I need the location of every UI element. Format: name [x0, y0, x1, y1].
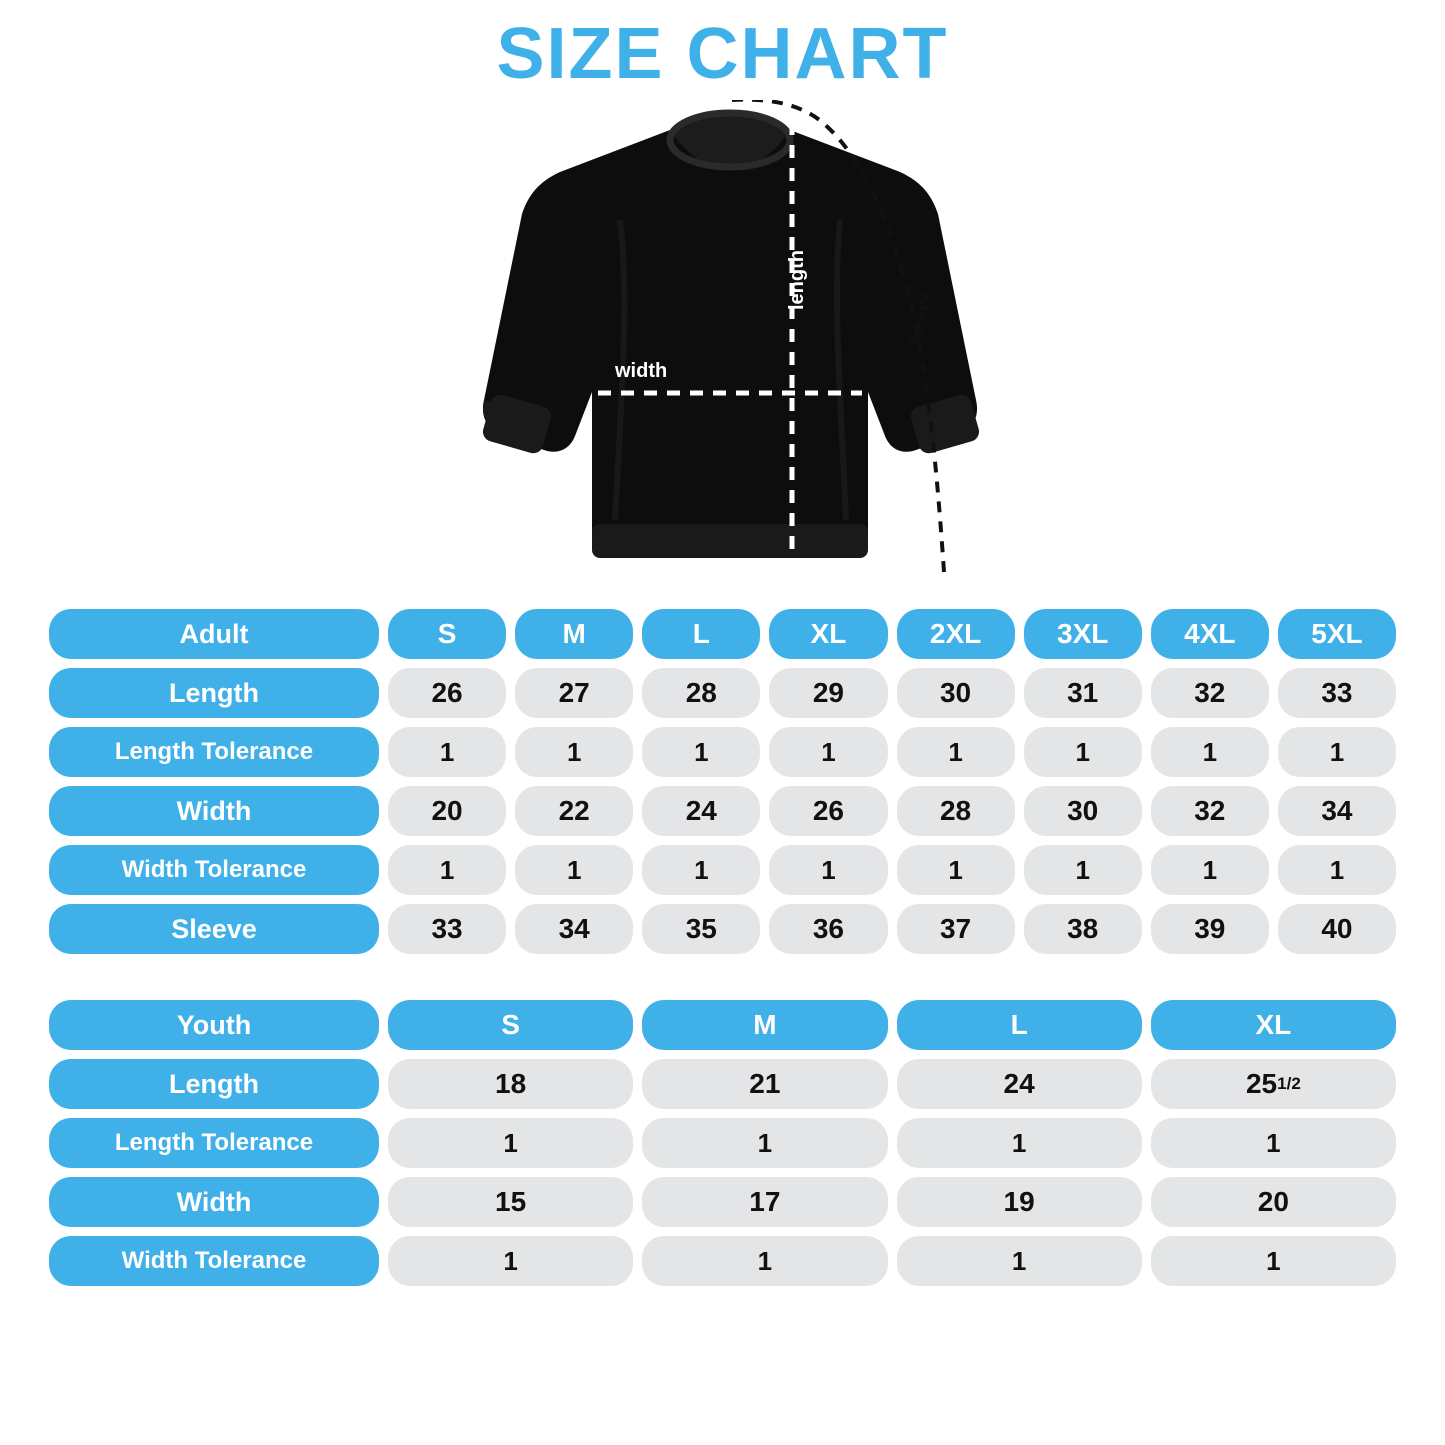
table-cell: 17	[642, 1177, 887, 1227]
table-cell: 28	[897, 786, 1015, 836]
adult-size-s: S	[388, 609, 506, 659]
adult-row-length-tolerance	[49, 727, 1396, 777]
table-cell: 1	[1024, 727, 1142, 777]
row-label-width-tolerance: Width Tolerance	[49, 1236, 379, 1286]
youth-row-length	[49, 1059, 1396, 1109]
table-cell: 1	[1151, 1236, 1396, 1286]
adult-size-table	[40, 600, 1405, 963]
page-title: SIZE CHART	[496, 14, 949, 94]
garment-illustration	[0, 100, 1445, 600]
table-cell: 1	[1278, 727, 1396, 777]
table-cell: 27	[515, 668, 633, 718]
adult-size-m: M	[515, 609, 633, 659]
adult-size-4xl: 4XL	[1151, 609, 1269, 659]
table-cell: 33	[388, 904, 506, 954]
adult-header-row	[49, 609, 1396, 659]
table-cell: 1	[642, 1118, 887, 1168]
table-cell: 32	[1151, 668, 1269, 718]
size-tables	[0, 600, 1445, 1295]
youth-size-xl: XL	[1151, 1000, 1396, 1050]
sweatshirt-graphic	[470, 100, 990, 580]
table-cell: 15	[388, 1177, 633, 1227]
table-cell: 32	[1151, 786, 1269, 836]
table-cell: 31	[1024, 668, 1142, 718]
adult-corner-label: Adult	[49, 609, 379, 659]
label-sleeve: sleeve	[902, 288, 939, 350]
table-cell: 39	[1151, 904, 1269, 954]
youth-size-l: L	[897, 1000, 1142, 1050]
table-cell: 1	[1278, 845, 1396, 895]
adult-size-2xl: 2XL	[897, 609, 1015, 659]
table-cell: 33	[1278, 668, 1396, 718]
row-label-width-tolerance: Width Tolerance	[49, 845, 379, 895]
table-cell: 34	[1278, 786, 1396, 836]
table-cell: 34	[515, 904, 633, 954]
table-cell: 1	[1151, 1118, 1396, 1168]
row-label-width: Width	[49, 786, 379, 836]
table-cell: 26	[769, 786, 887, 836]
adult-row-width	[49, 786, 1396, 836]
table-cell: 19	[897, 1177, 1142, 1227]
table-cell: 1	[642, 727, 760, 777]
adult-row-sleeve	[49, 904, 1396, 954]
youth-size-s: S	[388, 1000, 633, 1050]
youth-row-width-tolerance	[49, 1236, 1396, 1286]
row-label-width: Width	[49, 1177, 379, 1227]
row-label-length-tolerance: Length Tolerance	[49, 727, 379, 777]
row-label-length: Length	[49, 668, 379, 718]
table-cell: 1	[897, 845, 1015, 895]
adult-size-5xl: 5XL	[1278, 609, 1396, 659]
adult-row-length	[49, 668, 1396, 718]
table-cell: 1	[388, 727, 506, 777]
youth-corner-label: Youth	[49, 1000, 379, 1050]
table-cell: 36	[769, 904, 887, 954]
table-cell: 20	[388, 786, 506, 836]
table-cell: 21	[642, 1059, 887, 1109]
table-cell: 37	[897, 904, 1015, 954]
table-cell: 30	[1024, 786, 1142, 836]
table-cell: 1	[897, 1118, 1142, 1168]
table-cell-fraction: 25 1 /2	[1151, 1059, 1396, 1109]
table-cell: 38	[1024, 904, 1142, 954]
table-cell: 28	[642, 668, 760, 718]
row-label-length: Length	[49, 1059, 379, 1109]
table-cell: 18	[388, 1059, 633, 1109]
table-cell: 1	[388, 1118, 633, 1168]
adult-row-width-tolerance	[49, 845, 1396, 895]
table-cell: 1	[642, 1236, 887, 1286]
table-cell: 1	[1151, 845, 1269, 895]
table-cell: 1	[769, 727, 887, 777]
youth-row-width	[49, 1177, 1396, 1227]
youth-size-m: M	[642, 1000, 887, 1050]
table-cell: 1	[515, 845, 633, 895]
table-cell: 1	[642, 845, 760, 895]
adult-size-l: L	[642, 609, 760, 659]
label-length: length	[786, 250, 808, 310]
table-cell: 1	[1151, 727, 1269, 777]
label-width: width	[615, 360, 668, 382]
table-cell: 26	[388, 668, 506, 718]
table-cell: 24	[897, 1059, 1142, 1109]
table-cell: 1	[897, 727, 1015, 777]
row-label-length-tolerance: Length Tolerance	[49, 1118, 379, 1168]
adult-size-3xl: 3XL	[1024, 609, 1142, 659]
table-cell: 20	[1151, 1177, 1396, 1227]
youth-header-row	[49, 1000, 1396, 1050]
table-cell: 29	[769, 668, 887, 718]
youth-size-table	[40, 991, 1405, 1295]
table-cell: 40	[1278, 904, 1396, 954]
table-cell: 1	[897, 1236, 1142, 1286]
table-cell: 1	[388, 1236, 633, 1286]
table-cell: 1	[388, 845, 506, 895]
adult-size-xl: XL	[769, 609, 887, 659]
table-cell: 1	[1024, 845, 1142, 895]
table-cell: 1	[515, 727, 633, 777]
table-cell: 24	[642, 786, 760, 836]
table-cell: 1	[769, 845, 887, 895]
table-cell: 30	[897, 668, 1015, 718]
youth-row-length-tolerance	[49, 1118, 1396, 1168]
table-cell: 22	[515, 786, 633, 836]
row-label-sleeve: Sleeve	[49, 904, 379, 954]
table-cell: 35	[642, 904, 760, 954]
